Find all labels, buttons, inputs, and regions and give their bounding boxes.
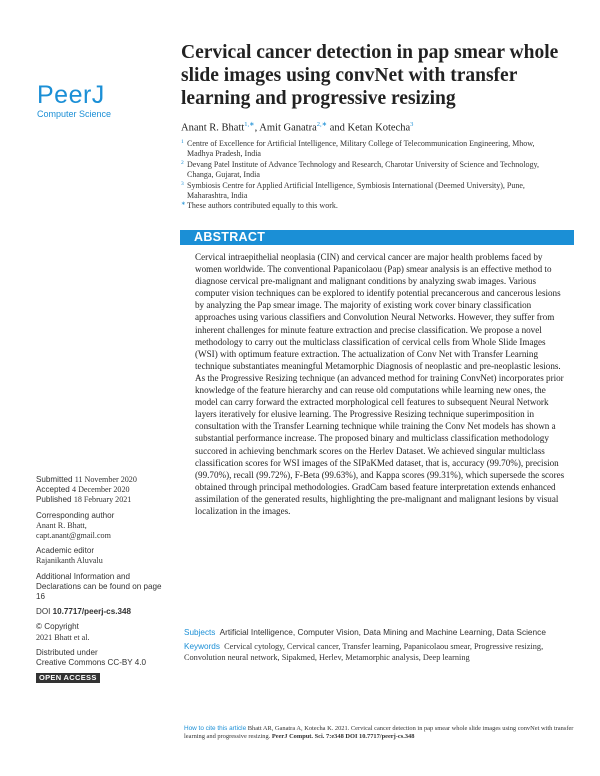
affiliation-note <box>181 201 561 211</box>
author-name: Amit Ganatra <box>259 122 317 134</box>
copyright-block <box>36 622 171 642</box>
keywords-label: Keywords <box>184 642 220 652</box>
published-date: 18 February 2021 <box>73 495 132 505</box>
published-label: Published <box>36 495 72 505</box>
affiliation-item <box>181 181 561 202</box>
keywords-text: Cervical cytology, Cervical cancer, Transfer learning, Papanicolaou smear, Progressive resizing, Convolution neural network, Sipakmed, Herlev, Metamorphic analysis, Deep learning <box>184 642 544 662</box>
doi-block <box>36 607 171 617</box>
article-sidebar <box>36 475 171 688</box>
doi-link[interactable]: 10.7717/peerj-cs.348 <box>52 607 131 617</box>
editor-block <box>36 546 171 566</box>
author-affiliation-mark: 2,∗ <box>316 121 328 128</box>
open-access-badge: OPEN ACCESS <box>36 673 100 683</box>
affiliation-mark: 1 <box>181 139 184 145</box>
additional-info-link[interactable]: Additional Information and Declarations can be found on page 16 <box>36 571 162 602</box>
accepted-label: Accepted <box>36 485 70 495</box>
keywords-block <box>184 642 574 663</box>
abstract-body: Cervical intraepithelial neoplasia (CIN) and cervical cancer are major health problems faced by women worldwide. The conventional Papanicolaou (Pap) smear analysis is an effective method to diagnose cervical pre-malignant and malignant conditions by analyzing swab images. Various computer vision techniques can be explored to identify potential precancerous and cancerous lesions by analyzing the Pap smear image. The majority of existing work cover binary classification approaches using various classifiers and Convolution Neural Networks. However, they suffer from inherent challenges for minute feature extraction and precise classification. We propose a novel methodology to carry out the multiclass classification of cervical cells from Whole Slide Images (WSI) with optimum feature extraction. The actualization of Conv Net with Transfer Learning technique substantiates meaningful Metamorphic Diagnosis of neoplastic and pre-neoplastic lesions. As the Progressive Resizing technique (an advanced method for training ConvNet) incorporates prior knowledge of the feature hierarchy and can reuse old computations while learning new ones, the model can carry forward the extracted morphological cell features to subsequent Neural Network layers iteratively for elusive learning. The Progressive Resizing technique superimposition in consultation with the Transfer Learning technique while training the Conv Net models has shown a substantial performance increase. The proposed binary and multiclass classification methodology succored in achieving benchmark scores on the Herlev Dataset. We achieved singular multiclass classification scores for WSI images of the SIPaKMed dataset, that is, accuracy (99.70%), precision (99.70%), recall (99.72%), F-Beta (99.63%), and Kappa scores (99.31%), which supersede the scores obtained through principal methodologies. GradCam based feature interpretation extends enhanced assimilation of the generated results, highlighting the pre-malignant and malignant lesions by visual localization in the images. <box>195 252 565 516</box>
copyright-icon: © <box>36 622 42 632</box>
affiliation-mark: 2 <box>181 159 184 166</box>
author-name: Ketan Kotecha <box>347 122 411 134</box>
author-affiliation-mark: 3 <box>410 121 414 128</box>
subjects-block <box>184 627 574 638</box>
cite-journal: PeerJ Comput. Sci. <box>271 733 325 741</box>
submitted-date: 11 November 2020 <box>74 475 137 484</box>
license-block <box>36 648 171 668</box>
copyright-label: Copyright <box>44 622 79 632</box>
affiliations <box>181 139 561 212</box>
editor-name: Rajanikanth Aluvalu <box>36 556 103 566</box>
subjects-keywords <box>184 627 574 667</box>
author-list <box>181 120 581 134</box>
affiliation-item <box>181 160 561 181</box>
author-affiliation-mark: 1,∗ <box>244 121 255 128</box>
dates-block <box>36 475 171 506</box>
author-separator: , <box>254 122 260 134</box>
license-link[interactable]: Creative Commons CC-BY 4.0 <box>36 658 147 668</box>
corresponding-name: Anant R. Bhatt, <box>36 520 87 530</box>
corresponding-block <box>36 511 171 542</box>
citation-footer <box>184 725 579 742</box>
affiliation-text: These authors contributed equally to this work. <box>187 201 338 211</box>
accepted-date: 4 December 2020 <box>72 485 130 495</box>
submitted-label: Submitted <box>36 475 73 484</box>
cite-text: Bhatt AR, Ganatra A, Kotecha K. 2021. Cervical cancer detection in pap smear whole slide images using convNet with transfer learning and progressive resizing. <box>184 725 574 741</box>
affiliation-text: Devang Patel Institute of Advance Technology and Research, Charotar University of Science and Technology, Changa, Gujarat, India <box>187 159 539 180</box>
affiliation-item <box>181 139 561 160</box>
author-name: Anant R. Bhatt <box>181 122 245 134</box>
doi-label: DOI <box>36 607 51 617</box>
copyright-holder: 2021 Bhatt et al. <box>36 632 90 642</box>
author-separator: and <box>327 122 348 134</box>
cite-label: How to cite this article <box>184 725 247 732</box>
abstract-header-bar <box>180 230 574 245</box>
affiliation-text: Symbiosis Centre for Applied Artificial Intelligence, Symbiosis International (Deemed University), Pune, Maharashtra, India <box>187 180 525 201</box>
open-access-block <box>36 673 171 683</box>
paper-title: Cervical cancer detection in pap smear whole slide images using convNet with transfer learning and progressive resizing <box>181 42 559 109</box>
editor-label: Academic editor <box>36 546 95 556</box>
logo-wordmark: PeerJ <box>37 81 105 109</box>
journal-logo <box>37 81 122 120</box>
subjects-text: Artificial Intelligence, Computer Vision, Data Mining and Machine Learning, Data Science <box>219 627 546 637</box>
corresponding-label: Corresponding author <box>36 510 115 520</box>
affiliation-mark: ∗ <box>181 201 186 208</box>
logo-subtitle: Computer Science <box>37 109 112 119</box>
corresponding-email-link[interactable]: capt.anant@gmail.com <box>36 531 111 541</box>
license-line: Distributed under <box>36 647 98 657</box>
subjects-label: Subjects <box>184 628 216 637</box>
abstract-heading: ABSTRACT <box>194 230 266 244</box>
affiliation-text: Centre of Excellence for Artificial Intelligence, Military College of Telecommunication Engineering, Mhow, Madhya Pradesh, India <box>187 139 535 159</box>
affiliation-mark: 3 <box>181 180 184 187</box>
cite-tail: 7:e348 DOI 10.7717/peerj-cs.348 <box>326 733 415 741</box>
